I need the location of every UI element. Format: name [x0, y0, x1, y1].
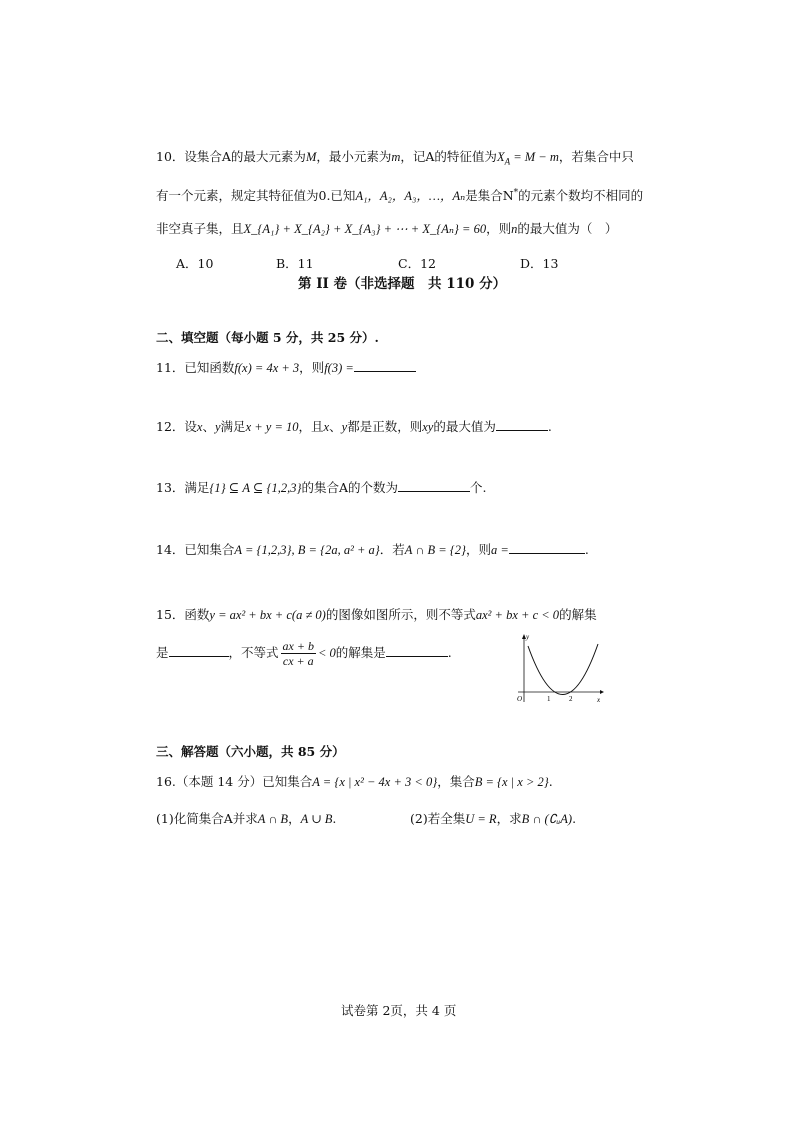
symbol-n: n	[511, 222, 518, 236]
q16: 16.（本题 14 分）已知集合A = {x | x² − 4x + 3 < 0}，集合B = {x | x > 2}.	[156, 774, 553, 789]
set-b-definition: B = {x | x > 2}	[474, 775, 549, 789]
q15-function: y = ax² + bx + c(a ≠ 0)	[209, 608, 326, 622]
q12-equation: x + y = 10	[245, 420, 299, 434]
x-axis-arrow	[600, 690, 604, 694]
q14-condition: A ∩ B = {2}	[404, 543, 467, 557]
subset-list: A₁，A₂，A₃，…，Aₙ	[355, 189, 466, 204]
answer-blank[interactable]	[354, 359, 416, 372]
q10-text: 10．设集合A的最大元素为	[156, 149, 306, 164]
q10-line2	[156, 184, 643, 205]
tick-2: 2	[569, 695, 573, 703]
sum-formula: X_{A₁} + X_{A₂} + X_{A₃} + ⋯ + X_{Aₙ} = 60	[243, 222, 487, 236]
q15-line1: 15．函数y = ax² + bx + c(a ≠ 0)的图像如图所示，则不等式ax² + bx + c < 0的解集	[156, 607, 597, 622]
answer-section-header: 三、解答题（六小题，共 85 分）	[156, 744, 345, 759]
fill-in-header: 二、填空题（每小题 5 分，共 25 分）.	[156, 330, 379, 345]
q10-text: ，若集合中只	[558, 149, 634, 164]
x-label: x	[597, 696, 601, 704]
parabola-curve	[528, 644, 598, 695]
q14-sets: A = {1,2,3}, B = {2a, a² + a}	[234, 543, 380, 557]
answer-blank[interactable]	[169, 644, 229, 657]
parabola-graph	[510, 632, 606, 708]
answer-blank[interactable]	[496, 418, 548, 431]
q10-text: 的最大值为（ ）	[517, 221, 618, 236]
section-title: 第 II 卷（非选择题 共 110 分）	[298, 276, 507, 292]
tick-1: 1	[547, 695, 551, 703]
q10-option-c: C．12	[398, 256, 436, 271]
symbol-m: m	[391, 150, 401, 164]
characteristic-formula: $X_A = M - m$	[496, 150, 559, 167]
q10-text: 是集合N	[465, 188, 514, 204]
q10-text: ，则	[486, 221, 512, 236]
answer-blank[interactable]	[509, 541, 585, 554]
q13-relation: {1} ⊆ A ⊆ {1,2,3}	[209, 481, 302, 495]
q10-text: 有一个元素，规定其特征值为0.已知	[156, 188, 356, 204]
q15-line2: 是 ，不等式 $\frac{ax + b}{cx + a}$ < 0的解集是 .	[156, 639, 452, 668]
q11-ask: f(3) =	[324, 361, 354, 375]
q10-text: ，最小元素为	[316, 149, 392, 164]
q10-text: ，记A的特征值为	[400, 149, 497, 164]
q10-text: 的元素个数均不相同的	[518, 188, 644, 204]
q15-inequality: ax² + bx + c < 0	[475, 608, 560, 622]
q10-line1	[156, 148, 634, 171]
q13: 13．满足{1} ⊆ A ⊆ {1,2,3}的集合A的个数为 个.	[156, 480, 487, 495]
symbol-M: M	[305, 150, 317, 164]
q10-option-a: A．10	[176, 256, 214, 271]
q16-part2: (2)若全集U = R，求B ∩ (∁ᵤA).	[410, 811, 577, 826]
star-superscript: *	[513, 188, 519, 198]
q11: 11．已知函数f(x) = 4x + 3，则f(3) =	[156, 359, 416, 377]
set-a-definition: A = {x | x² − 4x + 3 < 0}	[312, 775, 438, 789]
q10-option-b: B．11	[276, 256, 314, 271]
q14: 14．已知集合A = {1,2,3}, B = {2a, a² + a}．若A ∩ B = {2}，则a = .	[156, 542, 589, 557]
origin-label: O	[517, 695, 523, 703]
q16-part1: (1)化简集合A并求A ∩ B，A ∪ B.	[156, 811, 337, 826]
q10-line3	[156, 220, 617, 238]
y-label: y	[526, 633, 530, 641]
q10-text: 非空真子集，且	[156, 221, 244, 236]
q10-option-d: D．13	[520, 256, 559, 271]
answer-blank[interactable]	[386, 644, 448, 657]
page-footer: 试卷第 2页，共 4 页	[341, 1003, 457, 1018]
fraction: $\frac{ax + b}{cx + a}$	[282, 639, 314, 668]
q12: 12．设x、y满足x + y = 10，且x、y都是正数，则xy的最大值为 .	[156, 419, 552, 434]
q11-function: f(x) = 4x + 3	[234, 361, 300, 375]
answer-blank[interactable]	[398, 479, 470, 492]
